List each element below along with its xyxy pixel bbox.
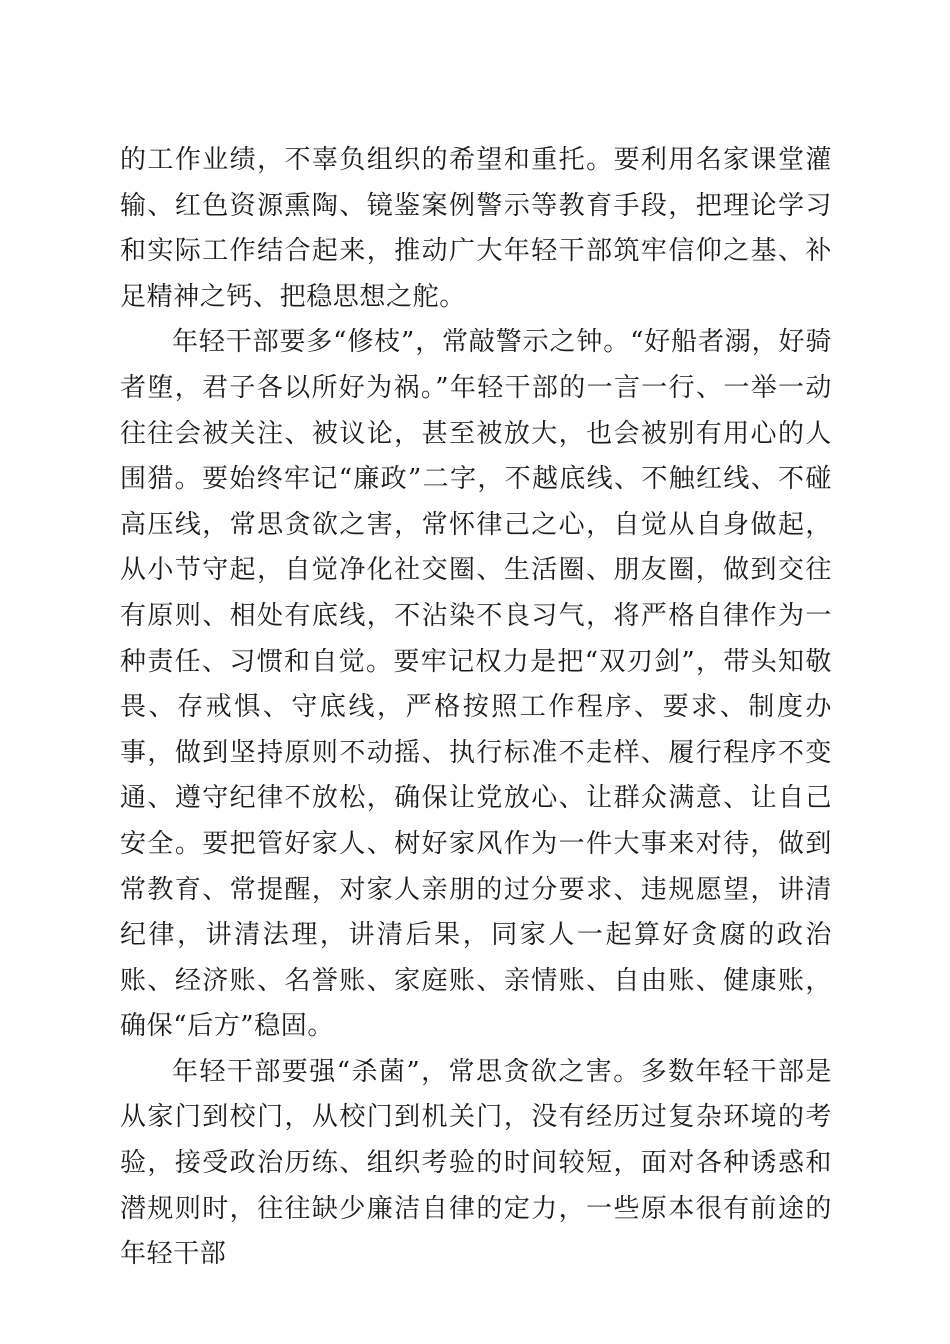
paragraph-pruning-warning: 年轻干部要多“修枝”，常敲警示之钟。“好船者溺，好骑者堕，君子各以所好为祸。”年轻干部的一言一行、一举一动往往会被关注、被议论，甚至被放大，也会被别有用心的人围猎。要始终牢记“廉政”二字，不越底线、不触红线、不碰高压线，常思贪欲之害，常怀律己之心，自觉从自身做起，从小节守起，自觉净化社交圈、生活圈、朋友圈，做到交往有原则、相处有底线，不沾染不良习气，将严格自律作为一种责任、习惯和自觉。要牢记权力是把“双刃剑”，带头知敬畏、存戒惧、守底线，严格按照工作程序、要求、制度办事，做到坚持原则不动摇、执行标准不走样、履行程序不变通、遵守纪律不放松，确保让党放心、让群众满意、让自己安全。要把管好家人、树好家风作为一件大事来对待，做到常教育、常提醒，对家人亲朋的过分要求、违规愿望，讲清纪律，讲清法理，讲清后果，同家人一起算好贪腐的政治账、经济账、名誉账、家庭账、亲情账、自由账、健康账，确保“后方”稳固。 <box>120 327 832 1042</box>
document-body <box>120 138 832 1278</box>
paragraph-sterilize-greed: 年轻干部要强“杀菌”，常思贪欲之害。多数年轻干部是从家门到校门，从校门到机关门，没有经历过复杂环境的考验，接受政治历练、组织考验的时间较短，面对各种诱惑和潜规则时，往往缺少廉洁自律的定力，一些原本很有前途的年轻干部 <box>120 1056 832 1270</box>
paragraph-continuation: 的工作业绩，不辜负组织的希望和重托。要利用名家课堂灌输、红色资源熏陶、镜鉴案例警示等教育手段，把理论学习和实际工作结合起来，推动广大年轻干部筑牢信仰之基、补足精神之钙、把稳思想之舵。 <box>120 145 832 312</box>
